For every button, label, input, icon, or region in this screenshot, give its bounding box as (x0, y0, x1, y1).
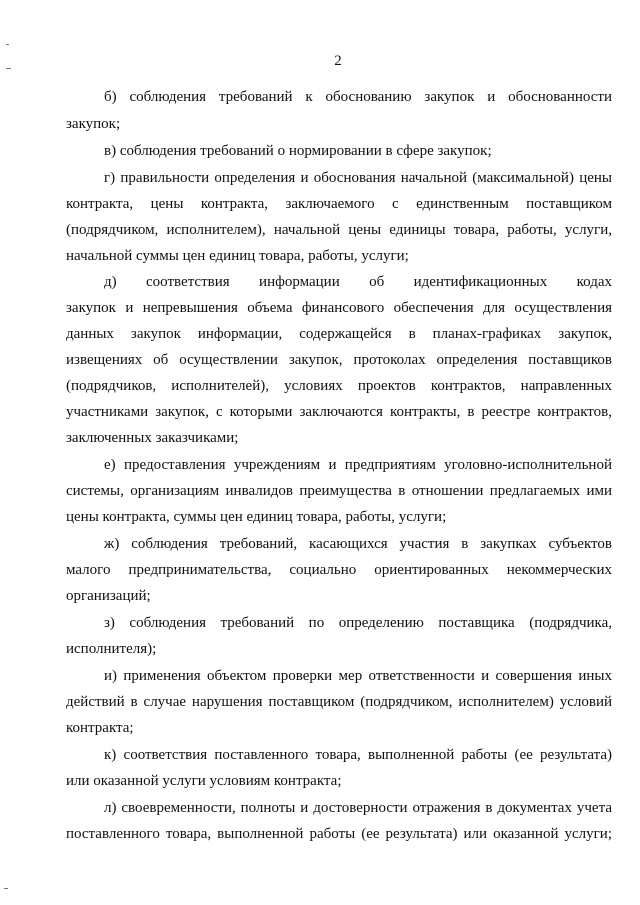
paragraph-k-line-1: к) соответствия поставленного товара, выполненной работы (ее результата) (104, 747, 612, 763)
scan-mark-bottom (4, 888, 8, 889)
paragraph-g-line-1: г) правильности определения и обоснования начальной (максимальной) цены (104, 170, 612, 186)
paragraph-e-line-2: системы, организациям инвалидов преимущества в отношении предлагаемых ими (66, 483, 612, 499)
paragraph-z-line-2: исполнителя); (66, 641, 157, 657)
paragraph-zh-line-1: ж) соблюдения требований, касающихся участия в закупках субъектов (104, 536, 612, 552)
paragraph-z-line-1: з) соблюдения требований по определению поставщика (подрядчика, (104, 615, 612, 631)
scan-mark-top (6, 44, 9, 45)
paragraph-e-line-3: цены контракта, суммы цен единиц товара, работы, услуги; (66, 509, 447, 525)
paragraph-d-line-1: д) соответствия информации об идентификационных кодах (104, 274, 612, 290)
paragraph-d-line-7: заключенных заказчиками; (66, 430, 239, 446)
paragraph-l-line-1: л) своевременности, полноты и достоверности отражения в документах учета (104, 800, 612, 816)
paragraph-e-line-1: е) предоставления учреждениям и предприятиям уголовно-исполнительной (104, 457, 612, 473)
paragraph-k-line-2: или оказанной услуги условиям контракта; (66, 773, 342, 789)
paragraph-d-line-4: извещениях об осуществлении закупок, протоколах определения поставщиков (66, 352, 612, 368)
paragraph-i-line-2: действий в случае нарушения поставщиком (подрядчиком, исполнителем) условий (66, 694, 612, 710)
paragraph-g-line-3: (подрядчиком, исполнителем), начальной цены единицы товара, работы, услуги, (66, 222, 612, 238)
paragraph-i-line-3: контракта; (66, 720, 134, 736)
paragraph-i-line-1: и) применения объектом проверки мер ответственности и совершения иных (104, 668, 612, 684)
paragraph-l-line-2: поставленного товара, выполненной работы (ее результата) или оказанной услуги; (66, 826, 612, 842)
paragraph-g-line-4: начальной суммы цен единиц товара, работы, услуги; (66, 248, 409, 264)
page-number: 2 (334, 53, 342, 69)
paragraph-d-line-6: участниками закупок, с которыми заключаются контракты, в реестре контрактов, (66, 404, 612, 420)
paragraph-zh-line-2: малого предпринимательства, социально ориентированных некоммерческих (66, 562, 612, 578)
paragraph-g-line-2: контракта, цены контракта, заключаемого с единственным поставщиком (66, 196, 612, 212)
paragraph-b-line-2: закупок; (66, 116, 121, 132)
paragraph-d-line-2: закупок и непревышения объема финансового обеспечения для осуществления (66, 300, 612, 316)
paragraph-b-line-1: б) соблюдения требований к обоснованию закупок и обоснованности (104, 89, 612, 105)
paragraph-zh-line-3: организаций; (66, 588, 151, 604)
paragraph-d-line-3: данных закупок информации, содержащейся в планах-графиках закупок, (66, 326, 612, 342)
paragraph-d-line-5: (подрядчиков, исполнителей), условиях проектов контрактов, направленных (66, 378, 612, 394)
paragraph-v-line-1: в) соблюдения требований о нормировании в сфере закупок; (104, 143, 492, 159)
